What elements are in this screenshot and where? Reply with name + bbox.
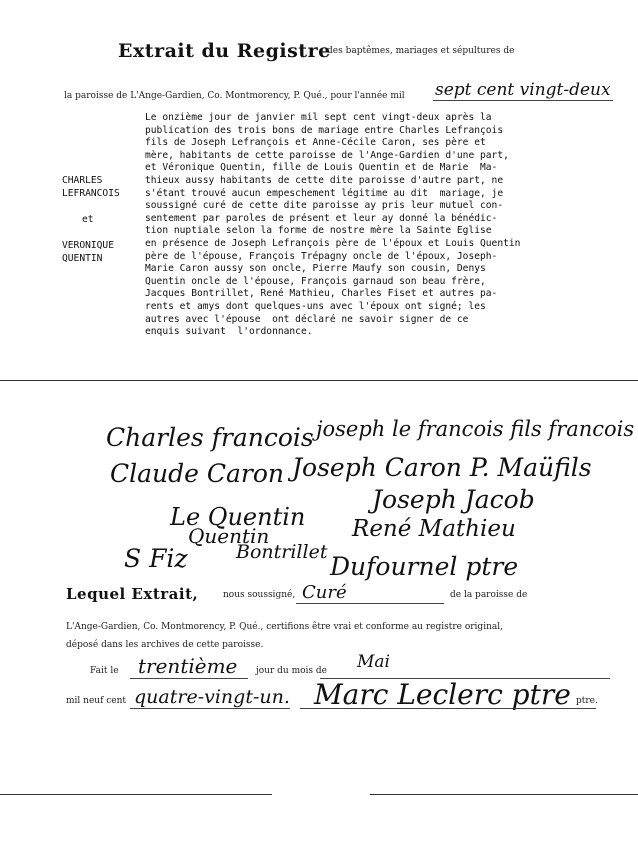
body-line: rents et amys dont quelques-uns avec l'époux ont signé; les xyxy=(145,300,486,312)
margin-name2-line1: VERONIQUE xyxy=(62,240,114,251)
cure-underline xyxy=(296,603,444,604)
signature-quentin: Quentin xyxy=(188,524,270,548)
body-line: fils de Joseph Lefrançois et Anne-Cécile Caron, ses père et xyxy=(145,137,486,149)
signature-underline xyxy=(300,708,596,709)
header-line1-rest: des baptêmes, mariages et sépultures de xyxy=(327,46,515,56)
ptre-label: ptre. xyxy=(576,696,598,706)
bottom-rule-right xyxy=(370,794,638,795)
act-body-text xyxy=(145,112,545,339)
margin-name2-line2: QUENTIN xyxy=(62,253,103,264)
body-line: mère, habitants de cette paroisse de l'Ange-Gardien d'une part, xyxy=(145,149,509,161)
header-line2-prefix: la paroisse de L'Ange-Gardien, Co. Montmorency, P. Qué., pour l'année mil xyxy=(64,91,405,101)
certification-after-sig: de la paroisse de xyxy=(450,590,528,600)
signature-joseph-le-francois: joseph le francois fils francois xyxy=(316,417,635,441)
signature-joseph-caron-maufils: Joseph Caron P. Maüfils xyxy=(292,453,592,482)
year-1981-underline xyxy=(130,708,290,709)
body-line: thieux aussy habitants de cette dite paroisse d'autre part, ne xyxy=(145,174,504,186)
signature-marc-leclerc: Marc Leclerc ptre xyxy=(314,678,571,711)
body-line: enquis suivant l'ordonnance. xyxy=(145,326,313,338)
certification-cure-handwritten: Curé xyxy=(302,582,347,603)
signature-s-fiz: S Fiz xyxy=(124,544,188,573)
margin-name1-line1: CHARLES xyxy=(62,175,103,186)
jour-du-label: jour du mois de xyxy=(256,666,327,676)
body-line: autres avec l'épouse ont déclaré ne savoir signer de ce xyxy=(145,313,469,325)
body-line: tion nuptiale selon la forme de nostre mère la Sainte Eglise xyxy=(145,225,492,237)
year-1981-handwritten: quatre-vingt-un. xyxy=(134,686,290,708)
section-divider xyxy=(0,380,638,381)
signature-bontrillet: Bontrillet xyxy=(236,541,328,563)
body-line: sentement par paroles de présent et leur ay donné la bénédic- xyxy=(145,212,498,224)
signature-dufournel: Dufournel ptre xyxy=(330,552,519,581)
signature-le-quentin: Le Quentin xyxy=(170,503,306,531)
body-line: Marie Caron aussy son oncle, Pierre Maufy son cousin, Denys xyxy=(145,263,486,275)
body-line: Le onzième jour de janvier mil sept cent vingt-deux après la xyxy=(145,112,492,123)
body-line: et Véronique Quentin, fille de Louis Quentin et de Marie Ma- xyxy=(145,162,498,174)
body-line: en présence de Joseph Lefrançois père de l'époux et Louis Quentin xyxy=(145,237,521,249)
body-line: publication des trois bons de mariage entre Charles Lefrançois xyxy=(145,124,504,136)
margin-name1-line2: LEFRANCOIS xyxy=(62,188,120,199)
body-line: Jacques Bontrillet, René Mathieu, Charles Fiset et autres pa- xyxy=(145,288,498,300)
body-line: Quentin oncle de l'épouse, François garnaud son beau frère, xyxy=(145,275,486,287)
header-year-handwritten: sept cent vingt-deux xyxy=(435,80,611,100)
certification-line2: L'Ange-Gardien, Co. Montmorency, P. Qué., certifions être vrai et conforme au registre original, xyxy=(66,622,503,632)
day-underline xyxy=(130,678,248,679)
day-handwritten: trentième xyxy=(138,654,238,678)
fait-le-label: Fait le xyxy=(90,666,119,676)
body-line: soussigné curé de cette dite paroisse ay pris leur mutuel con- xyxy=(145,200,504,212)
mil-neuf-cent-label: mil neuf cent xyxy=(66,696,127,706)
body-line: père de l'épouse, François Trépagny oncle de l'époux, Joseph- xyxy=(145,250,498,262)
margin-connector: et xyxy=(82,214,94,225)
month-handwritten: Mai xyxy=(357,652,390,672)
signature-rene-mathieu: René Mathieu xyxy=(352,516,516,542)
extract-title: Extrait du Registre xyxy=(118,40,331,62)
certification-after-title: nous soussigné, xyxy=(223,590,296,600)
signature-charles-francois: Charles francois xyxy=(106,423,314,452)
signature-joseph-jacob: Joseph Jacob xyxy=(372,485,535,514)
body-line: s'étant trouvé aucun empeschement légitime au dit mariage, je xyxy=(145,187,504,199)
certification-line3: déposé dans les archives de cette paroisse. xyxy=(66,640,264,650)
bottom-rule-left xyxy=(0,794,272,795)
year-underline xyxy=(433,100,613,101)
signature-claude-caron: Claude Caron xyxy=(110,459,285,488)
certification-title: Lequel Extrait, xyxy=(66,585,199,603)
